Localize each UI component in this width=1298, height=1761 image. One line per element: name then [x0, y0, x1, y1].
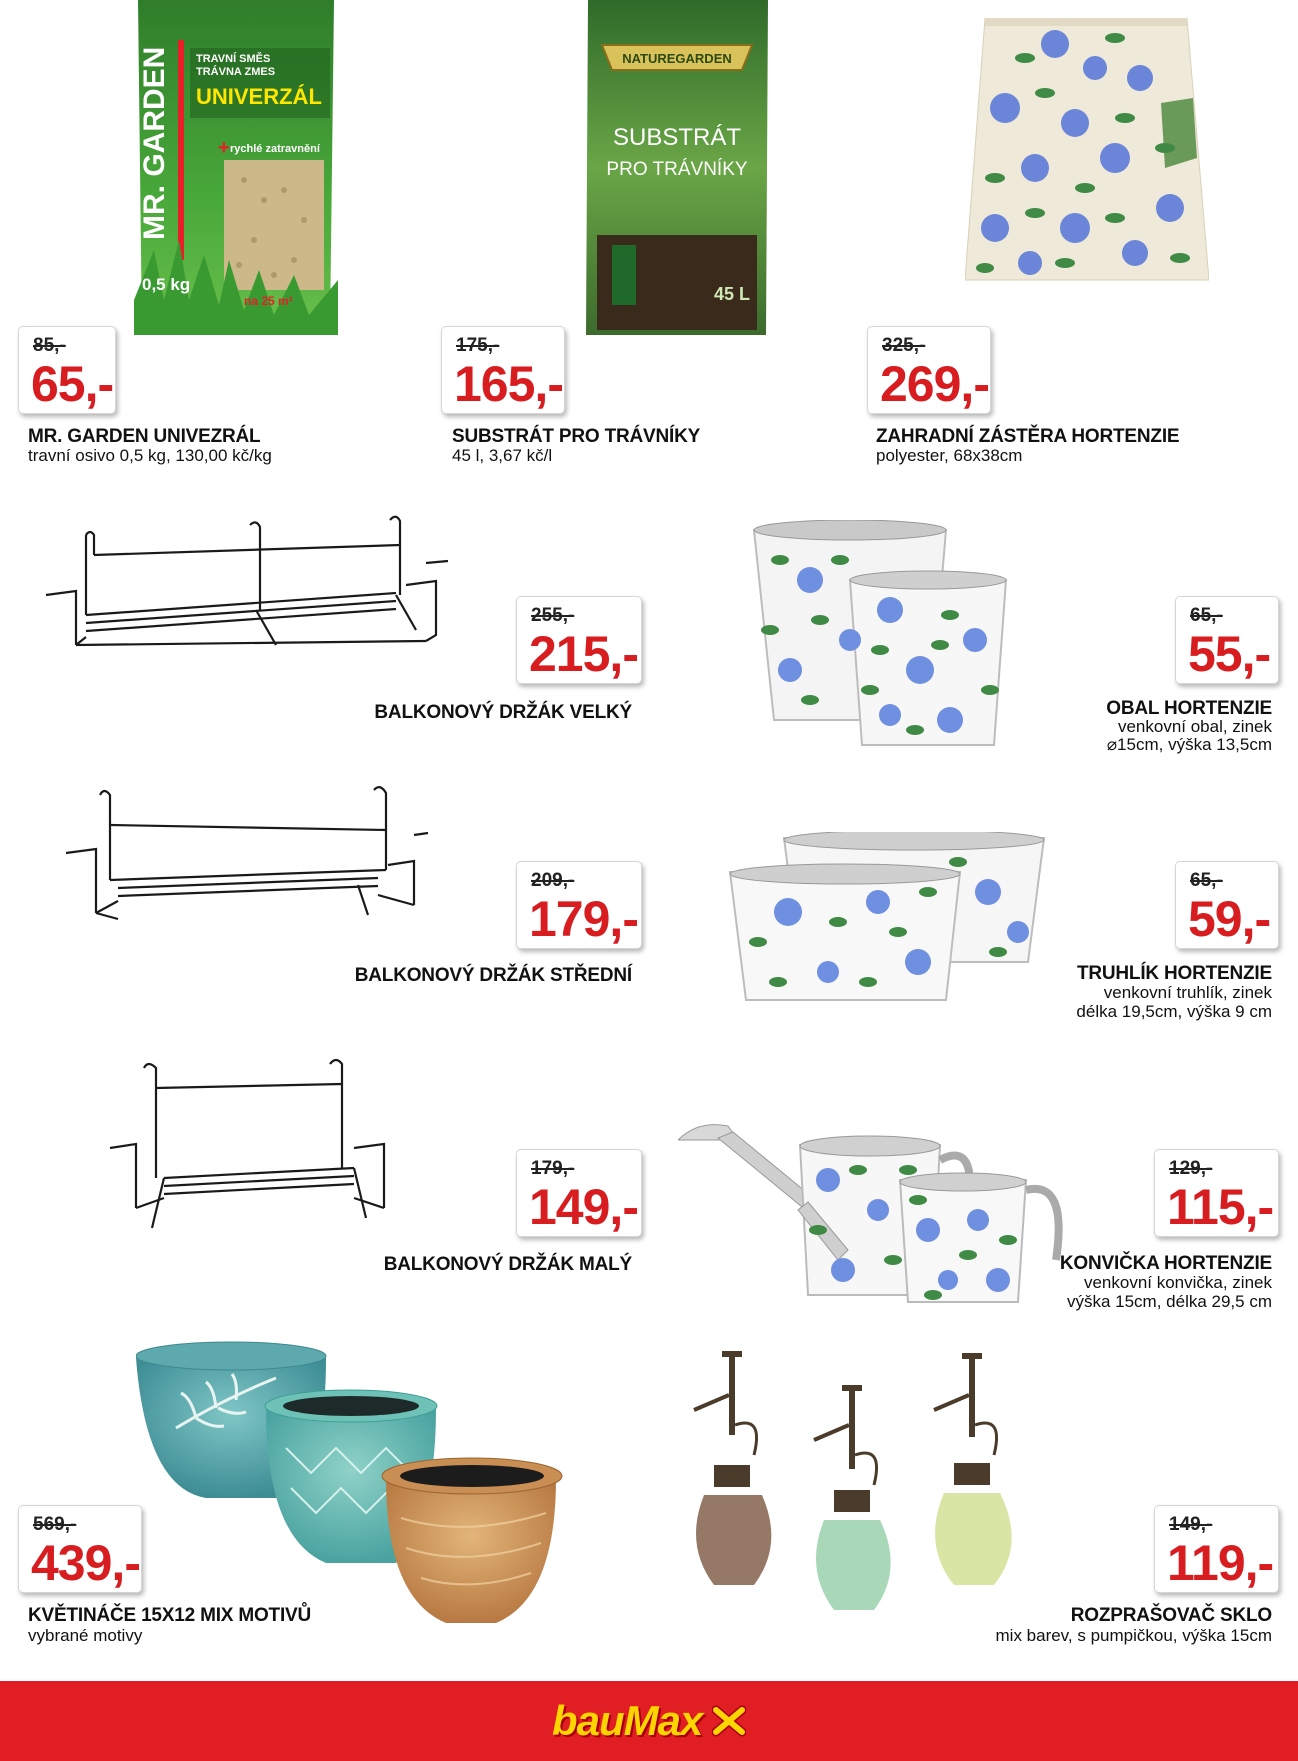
mr-garden-bag-image	[134, 0, 338, 335]
old-price: 65,-	[1190, 605, 1223, 626]
ceramic-pots-image	[136, 1338, 582, 1628]
new-price: 59,-	[1188, 891, 1271, 947]
product-desc-mr-garden: travní osivo 0,5 kg, 130,00 kč/kg	[28, 446, 272, 465]
svg-text:UNIVERZÁL: UNIVERZÁL	[196, 84, 322, 109]
svg-text:na 25 m²: na 25 m²	[244, 294, 293, 308]
price-tag-konvicka	[1154, 1149, 1279, 1237]
product-name-konvicka: KONVIČKA HORTENZIE	[1059, 1253, 1272, 1274]
product-name-zastera: ZAHRADNÍ ZÁSTĚRA HORTENZIE	[876, 426, 1180, 447]
new-price: 269,-	[880, 356, 989, 412]
old-price: 569,-	[33, 1514, 77, 1535]
price-tag-drzak-stredni	[516, 861, 642, 949]
new-price: 179,-	[529, 891, 638, 947]
price-tag-drzak-maly	[516, 1149, 642, 1237]
new-price: 215,-	[529, 626, 638, 682]
glass-sprayers-image	[684, 1345, 1034, 1615]
product-desc-rozprasovac: mix barev, s pumpičkou, výška 15cm	[995, 1626, 1272, 1645]
new-price: 115,-	[1167, 1179, 1274, 1235]
price-tag-obal	[1175, 596, 1279, 684]
svg-text:TRAVNÍ SMĚS: TRAVNÍ SMĚS	[196, 53, 271, 65]
price-tag-substrat	[441, 326, 565, 414]
svg-text:45 L: 45 L	[713, 284, 751, 304]
price-tag-rozprasovac	[1154, 1505, 1279, 1593]
balcony-holder-small-image	[104, 1058, 414, 1238]
product-name-mr-garden: MR. GARDEN UNIVEZRÁL	[28, 426, 261, 447]
product-desc-truhlik-1: venkovní truhlík, zinek	[1103, 983, 1272, 1002]
product-name-drzak-stredni: BALKONOVÝ DRŽÁK STŘEDNÍ	[354, 965, 632, 986]
product-desc-obal-1: venkovní obal, zinek	[1117, 717, 1272, 736]
old-price: 255,-	[531, 605, 575, 626]
svg-text:SUBSTRÁT: SUBSTRÁT	[612, 124, 742, 151]
product-desc-konvicka-2: výška 15cm, délka 29,5 cm	[1066, 1292, 1272, 1311]
bag-brand-text: MR. GARDEN	[138, 46, 171, 240]
apron-image	[965, 18, 1209, 283]
svg-text:PRO TRÁVNÍKY: PRO TRÁVNÍKY	[606, 159, 748, 180]
product-name-drzak-velky: BALKONOVÝ DRŽÁK VELKÝ	[374, 702, 632, 723]
price-tag-zastera	[867, 326, 991, 414]
watering-cans-image	[678, 1110, 1064, 1305]
product-desc-zastera: polyester, 68x38cm	[876, 446, 1023, 465]
price-tag-mr-garden	[18, 326, 116, 414]
product-name-kvetinace: KVĚTINÁČE 15X12 MIX MOTIVŮ	[28, 1605, 312, 1626]
old-price: 325,-	[882, 335, 926, 356]
new-price: 65,-	[31, 356, 114, 412]
price-tag-drzak-velky	[516, 596, 642, 684]
new-price: 55,-	[1188, 626, 1271, 682]
product-name-obal: OBAL HORTENZIE	[1106, 698, 1272, 719]
old-price: 175,-	[456, 335, 500, 356]
product-desc-truhlik-2: délka 19,5cm, výška 9 cm	[1076, 1002, 1272, 1021]
old-price: 129,-	[1169, 1158, 1213, 1179]
substrat-bag-image	[582, 0, 772, 335]
product-name-drzak-maly: BALKONOVÝ DRŽÁK MALÝ	[383, 1254, 632, 1275]
new-price: 439,-	[31, 1535, 140, 1591]
hydrangea-pots-image	[750, 520, 1010, 752]
svg-text:NATUREGARDEN: NATUREGARDEN	[622, 51, 732, 66]
product-desc-konvicka-1: venkovní konvička, zinek	[1083, 1273, 1272, 1292]
product-name-truhlik: TRUHLÍK HORTENZIE	[1076, 963, 1272, 984]
balcony-holder-large-image	[36, 515, 456, 655]
svg-text:+: +	[218, 137, 230, 159]
product-name-rozprasovac: ROZPRAŠOVAČ SKLO	[1070, 1605, 1272, 1626]
product-desc-obal-2: ⌀15cm, výška 13,5cm	[1106, 735, 1272, 754]
old-price: 149,-	[1169, 1514, 1213, 1535]
svg-text:0,5 kg: 0,5 kg	[142, 275, 191, 294]
old-price: 179,-	[531, 1158, 575, 1179]
product-desc-substrat: 45 l, 3,67 kč/l	[452, 446, 553, 465]
price-tag-kvetinace	[18, 1505, 142, 1593]
balcony-holder-medium-image	[58, 785, 438, 925]
old-price: 85,-	[33, 335, 66, 356]
old-price: 65,-	[1190, 870, 1223, 891]
new-price: 165,-	[454, 356, 563, 412]
product-desc-kvetinace: vybrané motivy	[28, 1626, 143, 1645]
svg-text:TRÁVNA ZMES: TRÁVNA ZMES	[196, 66, 276, 78]
baumax-logo: bauMax	[552, 1697, 703, 1744]
price-tag-truhlik	[1175, 861, 1279, 949]
new-price: 119,-	[1167, 1535, 1274, 1591]
hydrangea-planter-image	[728, 832, 1046, 1002]
old-price: 209,-	[531, 870, 575, 891]
svg-text:rychlé zatravnění: rychlé zatravnění	[230, 143, 320, 155]
new-price: 149,-	[529, 1179, 638, 1235]
product-name-substrat: SUBSTRÁT PRO TRÁVNÍKY	[452, 426, 701, 447]
baumax-x-icon	[712, 1704, 746, 1738]
